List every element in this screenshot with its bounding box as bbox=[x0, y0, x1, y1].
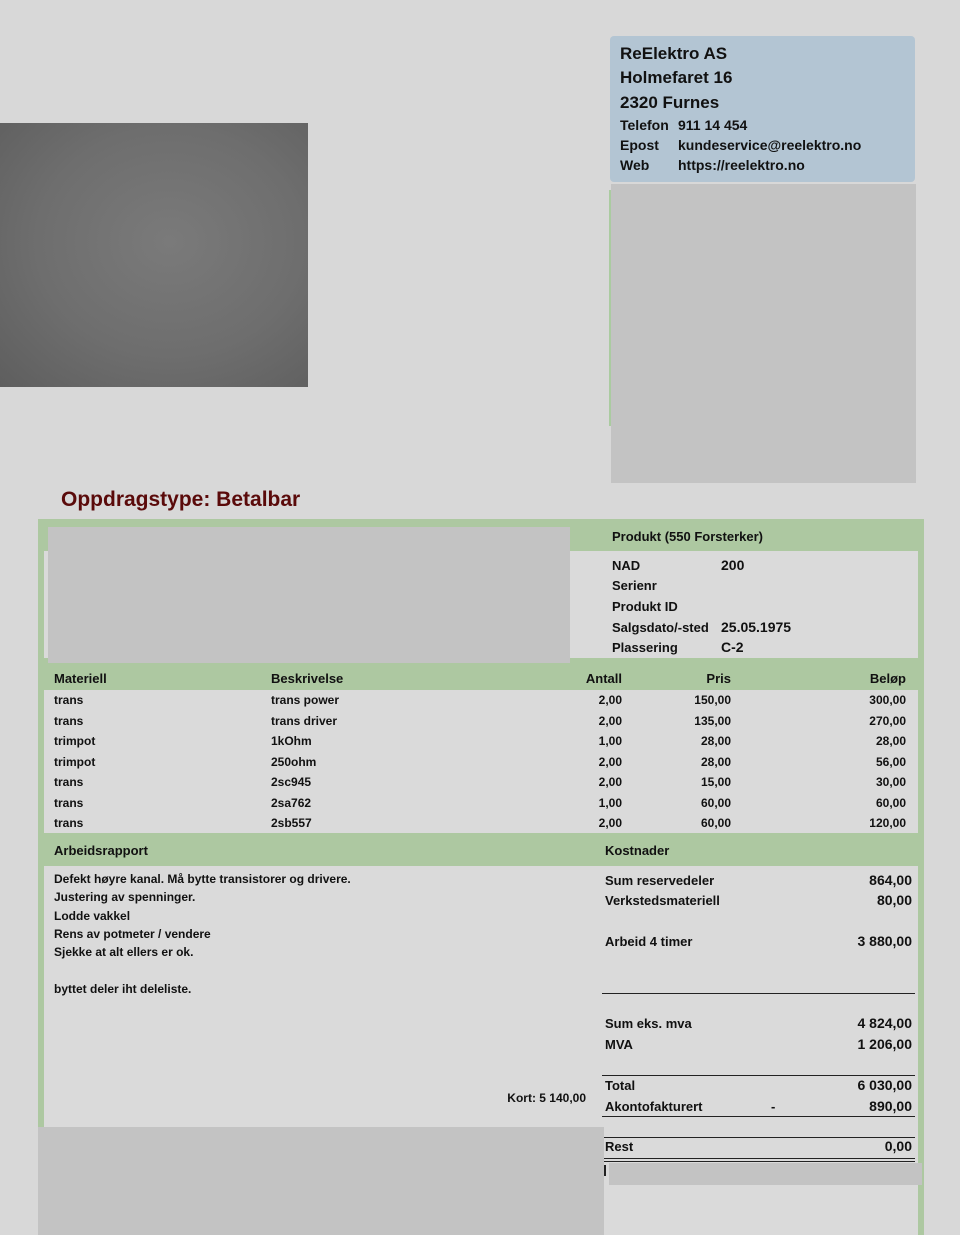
cell-description: 250ohm bbox=[271, 754, 317, 769]
product-field-label: Serienr bbox=[612, 578, 657, 593]
cell-price: 15,00 bbox=[700, 775, 731, 789]
cell-material: trans bbox=[54, 693, 84, 707]
company-city: 2320 Furnes bbox=[620, 93, 720, 112]
rest-value: 0,00 bbox=[884, 1138, 912, 1154]
cell-qty: 2,00 bbox=[598, 816, 622, 830]
total-value: 6 030,00 bbox=[857, 1077, 912, 1093]
labor-value: 3 880,00 bbox=[857, 933, 912, 949]
cell-qty: 2,00 bbox=[598, 754, 622, 769]
redacted-customer-info bbox=[48, 527, 570, 663]
materials-panel bbox=[44, 690, 918, 833]
phone-label: Telefon bbox=[620, 117, 669, 133]
cell-description: trans driver bbox=[271, 713, 338, 728]
company-street: Holmefaret 16 bbox=[620, 68, 733, 87]
cell-description: 2sb557 bbox=[271, 816, 312, 830]
labor-label: Arbeid 4 timer bbox=[605, 934, 693, 949]
report-line: Lodde vakkel bbox=[54, 908, 131, 923]
cell-qty: 1,00 bbox=[598, 795, 622, 810]
report-line: Rens av potmeter / vendere bbox=[54, 926, 211, 941]
cell-amount: 270,00 bbox=[869, 713, 906, 728]
divider-double bbox=[602, 1158, 915, 1159]
cell-amount: 120,00 bbox=[869, 816, 906, 830]
spare-parts-value: 864,00 bbox=[869, 872, 912, 888]
web-value: https://reelektro.no bbox=[678, 157, 805, 173]
col-description: Beskrivelse bbox=[271, 671, 344, 686]
cell-price: 28,00 bbox=[700, 734, 731, 748]
divider-double bbox=[602, 1161, 915, 1162]
redacted-footer-right bbox=[609, 1163, 922, 1185]
cell-amount: 300,00 bbox=[869, 693, 906, 707]
cell-material: trimpot bbox=[54, 754, 96, 769]
account-label: Akontofakturert bbox=[605, 1099, 703, 1114]
ex-vat-value: 4 824,00 bbox=[857, 1015, 912, 1031]
cell-amount: 30,00 bbox=[875, 775, 906, 789]
col-amount: Beløp bbox=[869, 671, 906, 686]
col-material: Materiell bbox=[54, 671, 107, 686]
email-label: Epost bbox=[620, 137, 659, 153]
footer-text-fragment bbox=[604, 1165, 606, 1176]
report-line: Sjekke at alt ellers er ok. bbox=[54, 945, 194, 960]
product-field-label: Produkt ID bbox=[612, 599, 678, 614]
report-line: Defekt høyre kanal. Må bytte transistorer og drivere. bbox=[54, 872, 351, 886]
rest-label: Rest bbox=[605, 1139, 634, 1154]
cell-price: 135,00 bbox=[694, 713, 731, 728]
divider bbox=[602, 993, 915, 994]
cell-qty: 2,00 bbox=[598, 775, 622, 789]
cell-price: 150,00 bbox=[694, 693, 731, 707]
cell-price: 60,00 bbox=[700, 816, 731, 830]
divider bbox=[602, 1116, 915, 1117]
col-qty: Antall bbox=[585, 671, 622, 686]
redacted-footer-left bbox=[38, 1127, 604, 1235]
report-line: Justering av spenninger. bbox=[54, 890, 196, 905]
cell-qty: 1,00 bbox=[598, 734, 622, 748]
cell-description: 1kOhm bbox=[271, 734, 312, 748]
workshop-label: Verkstedsmateriell bbox=[605, 893, 720, 908]
cell-price: 60,00 bbox=[700, 795, 731, 810]
redacted-customer bbox=[611, 184, 916, 483]
product-field-value: 25.05.1975 bbox=[721, 619, 792, 635]
cell-material: trans bbox=[54, 775, 84, 789]
spare-parts-label: Sum reservedeler bbox=[605, 873, 715, 888]
cell-description: 2sc945 bbox=[271, 775, 312, 789]
vat-label: MVA bbox=[605, 1037, 633, 1052]
ex-vat-label: Sum eks. mva bbox=[605, 1016, 692, 1031]
card-payment: Kort: 5 140,00 bbox=[507, 1091, 586, 1105]
cell-qty: 2,00 bbox=[598, 713, 622, 728]
product-header: Produkt (550 Forsterker) bbox=[612, 529, 763, 544]
product-field-value: C-2 bbox=[721, 639, 744, 655]
product-field-label: Salgsdato/-sted bbox=[612, 620, 709, 635]
cell-material: trans bbox=[54, 816, 84, 830]
product-field-label: NAD bbox=[612, 558, 641, 573]
company-name: ReElektro AS bbox=[620, 44, 728, 63]
cell-description: 2sa762 bbox=[271, 795, 312, 810]
cell-material: trimpot bbox=[54, 734, 96, 748]
phone-value: 911 14 454 bbox=[678, 117, 748, 133]
cell-price: 28,00 bbox=[700, 754, 731, 769]
costs-header: Kostnader bbox=[605, 843, 670, 858]
product-field-value: 200 bbox=[721, 557, 745, 573]
company-info bbox=[610, 36, 915, 182]
cell-material: trans bbox=[54, 713, 84, 728]
report-line: byttet deler iht deleliste. bbox=[54, 981, 192, 996]
product-field-label: Plassering bbox=[612, 640, 678, 655]
col-price: Pris bbox=[706, 671, 731, 686]
cell-material: trans bbox=[54, 795, 84, 810]
account-value: 890,00 bbox=[869, 1098, 912, 1114]
email-value: kundeservice@reelektro.no bbox=[678, 137, 862, 153]
assignment-title: Oppdragstype: Betalbar bbox=[61, 488, 301, 511]
workshop-value: 80,00 bbox=[876, 892, 912, 908]
logo-image bbox=[0, 123, 308, 387]
web-label: Web bbox=[620, 157, 650, 173]
cell-qty: 2,00 bbox=[598, 693, 622, 707]
divider bbox=[602, 1075, 915, 1076]
cell-amount: 60,00 bbox=[875, 795, 906, 810]
vat-value: 1 206,00 bbox=[857, 1036, 912, 1052]
total-label: Total bbox=[605, 1078, 636, 1093]
cell-description: trans power bbox=[271, 693, 340, 707]
report-header: Arbeidsrapport bbox=[54, 843, 148, 858]
cell-amount: 28,00 bbox=[875, 734, 906, 748]
cell-amount: 56,00 bbox=[875, 754, 906, 769]
account-sign: - bbox=[771, 1099, 776, 1114]
